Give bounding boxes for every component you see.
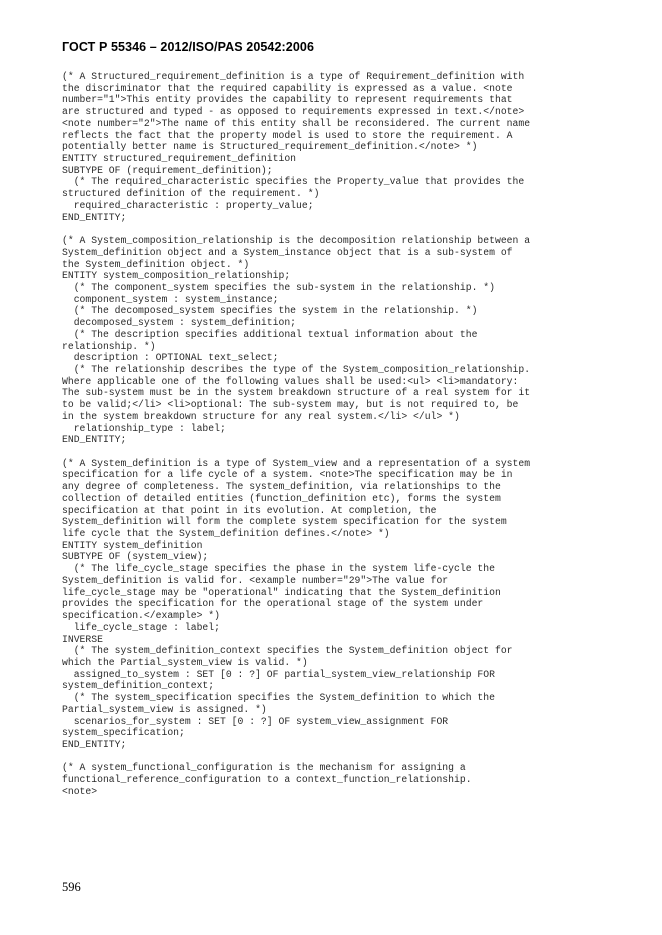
- code-line: specification for a life cycle of a system. <note>The specification may be in: [62, 469, 513, 481]
- code-line: to be valid;</li> <li>optional: The sub-system may, but is not required to, be: [62, 399, 519, 411]
- code-line: potentially better name is Structured_requirement_definition.</note> *): [62, 141, 478, 153]
- code-line: (* The relationship describes the type of the System_composition_relationship.: [62, 363, 531, 375]
- code-line: relationship_type : label;: [62, 422, 226, 434]
- code-line: System_definition object and a System_instance object that is a sub-system of: [62, 246, 513, 258]
- code-line: System_definition will form the complete system specification for the system: [62, 516, 507, 528]
- code-line: the discriminator that the required capability is expressed as a value. <note: [62, 82, 513, 94]
- code-line: (* The system_specification specifies the System_definition to which the: [62, 692, 495, 704]
- code-line: SUBTYPE OF (requirement_definition);: [62, 164, 273, 176]
- code-line: (* The system_definition_context specifies the System_definition object for: [62, 645, 513, 657]
- code-line: specification.</example> *): [62, 610, 220, 622]
- page-number: 596: [62, 880, 81, 894]
- code-line: assigned_to_system : SET [0 : ?] OF partial_system_view_relationship FOR: [62, 668, 495, 680]
- code-line: component_system : system_instance;: [62, 293, 279, 305]
- code-line: END_ENTITY;: [62, 434, 127, 446]
- code-line: ENTITY system_definition: [62, 539, 203, 551]
- code-line: system_specification;: [62, 727, 185, 739]
- code-line: [62, 446, 607, 458]
- code-line: ENTITY system_composition_relationship;: [62, 270, 291, 282]
- code-line: provides the specification for the operational stage of the system under: [62, 598, 484, 610]
- code-line: decomposed_system : system_definition;: [62, 317, 297, 329]
- code-line: which the Partial_system_view is valid. *): [62, 656, 308, 668]
- express-code-block: [62, 71, 607, 798]
- code-line: (* The required_characteristic specifies the Property_value that provides the: [62, 176, 525, 188]
- code-line: (* A System_composition_relationship is the decomposition relationship between a: [62, 235, 531, 247]
- code-line: life cycle that the System_definition defines.</note> *): [62, 528, 390, 540]
- code-line: <note>: [62, 785, 98, 797]
- code-line: SUBTYPE OF (system_view);: [62, 551, 209, 563]
- code-line: <note number="2">The name of this entity shall be reconsidered. The current name: [62, 117, 531, 129]
- code-line: relationship. *): [62, 340, 156, 352]
- code-line: Partial_system_view is assigned. *): [62, 703, 267, 715]
- code-line: are structured and typed - as opposed to requirements expressed in text.</note>: [62, 106, 525, 118]
- code-line: specification at that point in its evolution. At completion, the: [62, 504, 437, 516]
- code-line: reflects the fact that the property model is used to store the requirement. A: [62, 129, 513, 141]
- code-line: structured definition of the requirement. *): [62, 188, 320, 200]
- code-line: (* A System_definition is a type of System_view and a representation of a system: [62, 457, 531, 469]
- code-line: INVERSE: [62, 633, 103, 645]
- code-line: (* The description specifies additional textual information about the: [62, 328, 478, 340]
- code-line: Where applicable one of the following values shall be used:<ul> <li>mandatory:: [62, 375, 519, 387]
- code-line: (* The component_system specifies the sub-system in the relationship. *): [62, 281, 495, 293]
- code-line: in the system breakdown structure for any real system.</li> </ul> *): [62, 410, 460, 422]
- code-line: ENTITY structured_requirement_definition: [62, 153, 297, 165]
- code-line: number="1">This entity provides the capability to represent requirements that: [62, 94, 513, 106]
- code-line: System_definition is valid for. <example number="29">The value for: [62, 574, 449, 586]
- code-line: life_cycle_stage may be "operational" indicating that the System_definition: [62, 586, 501, 598]
- code-line: required_characteristic : property_value;: [62, 199, 314, 211]
- code-line: The sub-system must be in the system breakdown structure of a real system for it: [62, 387, 531, 399]
- code-line: [62, 751, 607, 763]
- code-line: (* A system_functional_configuration is the mechanism for assigning a: [62, 762, 466, 774]
- code-line: END_ENTITY;: [62, 738, 127, 750]
- code-line: collection of detailed entities (function_definition etc), forms the system: [62, 492, 501, 504]
- code-line: [62, 223, 607, 235]
- code-line: (* A Structured_requirement_definition is a type of Requirement_definition with: [62, 71, 525, 82]
- code-line: description : OPTIONAL text_select;: [62, 352, 279, 364]
- code-line: life_cycle_stage : label;: [62, 621, 220, 633]
- document-header: ГОСТ Р 55346 – 2012/ISO/PAS 20542:2006: [62, 40, 314, 54]
- code-line: any degree of completeness. The system_definition, via relationships to the: [62, 481, 501, 493]
- code-line: (* The life_cycle_stage specifies the phase in the system life-cycle the: [62, 563, 495, 575]
- code-line: functional_reference_configuration to a context_function_relationship.: [62, 774, 472, 786]
- code-line: END_ENTITY;: [62, 211, 127, 223]
- code-line: (* The decomposed_system specifies the system in the relationship. *): [62, 305, 478, 317]
- code-line: system_definition_context;: [62, 680, 215, 692]
- code-line: the System_definition object. *): [62, 258, 250, 270]
- code-line: scenarios_for_system : SET [0 : ?] OF system_view_assignment FOR: [62, 715, 449, 727]
